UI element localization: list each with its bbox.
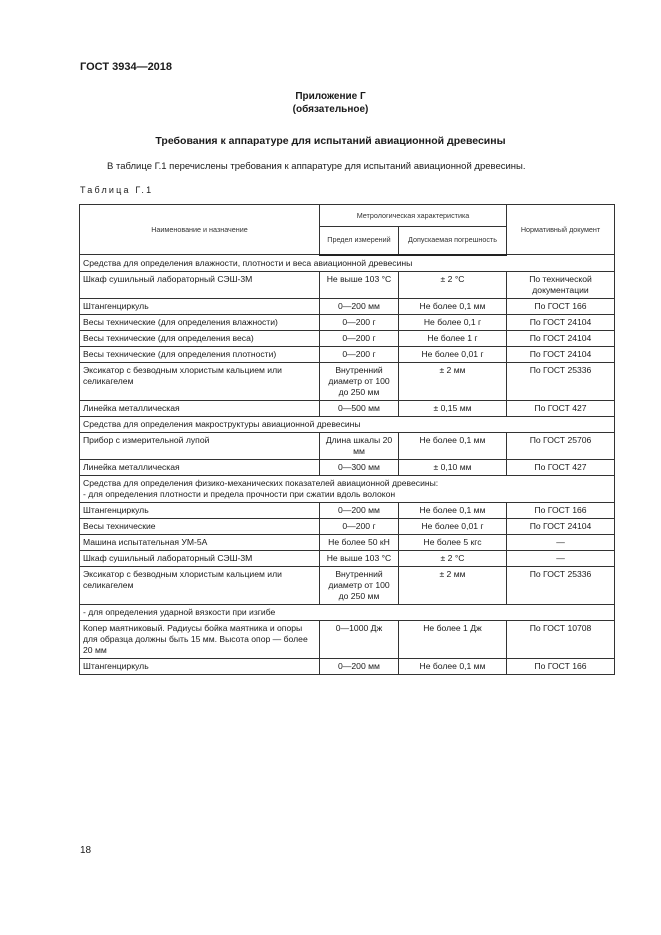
cell-error: ± 2 мм (399, 566, 507, 604)
cell-limit: Внутренний диаметр от 100 до 250 мм (320, 362, 399, 400)
table-section-row (80, 475, 615, 502)
cell-name: Шкаф сушильный лабораторный СЭШ-3М (80, 550, 320, 566)
cell-name: Весы технические (80, 518, 320, 534)
header-limit: Предел измерений (320, 227, 399, 255)
cell-limit: 0—1000 Дж (320, 620, 399, 658)
section-cell (80, 604, 615, 620)
cell-limit: 0—500 мм (320, 400, 399, 416)
table-row (80, 502, 615, 518)
cell-limit: 0—200 мм (320, 658, 399, 674)
cell-limit: 0—300 мм (320, 459, 399, 475)
cell-error: ± 0,10 мм (399, 459, 507, 475)
cell-limit: Не выше 103 °С (320, 550, 399, 566)
cell-document: По ГОСТ 166 (507, 502, 615, 518)
cell-name: Машина испытательная УМ-5А (80, 534, 320, 550)
table-row (80, 271, 615, 298)
cell-document: — (507, 550, 615, 566)
cell-document: — (507, 534, 615, 550)
cell-error: ± 2 °С (399, 550, 507, 566)
cell-limit: Длина шкалы 20 мм (320, 432, 399, 459)
cell-limit: 0—200 мм (320, 298, 399, 314)
cell-document: По технической документации (507, 271, 615, 298)
cell-document: По ГОСТ 24104 (507, 518, 615, 534)
table-row (80, 550, 615, 566)
section-label: - для определения ударной вязкости при изгибе (83, 606, 276, 617)
section-cell (80, 416, 615, 432)
cell-limit: 0—200 мм (320, 502, 399, 518)
cell-error: Не более 0,01 г (399, 346, 507, 362)
requirements-table (79, 204, 615, 675)
cell-limit: Не выше 103 °С (320, 271, 399, 298)
cell-name: Эксикатор с безводным хлористым кальцием или селикагелем (80, 362, 320, 400)
cell-name: Линейка металлическая (80, 459, 320, 475)
cell-name: Весы технические (для определения влажности) (80, 314, 320, 330)
cell-document: По ГОСТ 427 (507, 400, 615, 416)
appendix-title: Приложение Г (295, 91, 366, 102)
cell-name: Весы технические (для определения веса) (80, 330, 320, 346)
cell-error: Не более 0,1 мм (399, 658, 507, 674)
cell-error: Не более 5 кгс (399, 534, 507, 550)
table-row (80, 346, 615, 362)
cell-name: Копер маятниковый. Радиусы бойка маятника и опоры для образца должны быть 15 мм. Высота опор — более 20 мм (80, 620, 320, 658)
cell-limit: Не более 50 кН (320, 534, 399, 550)
table-section-row (80, 255, 615, 272)
cell-name: Эксикатор с безводным хлористым кальцием или селикагелем (80, 566, 320, 604)
section-cell (80, 255, 615, 272)
cell-error: Не более 0,1 мм (399, 502, 507, 518)
section-label: Средства для определения физико-механических показателей авиационной древесины: (83, 477, 439, 488)
header-error: Допускаемая погрешность (399, 227, 507, 255)
cell-error: Не более 0,1 г (399, 314, 507, 330)
cell-document: По ГОСТ 25336 (507, 566, 615, 604)
cell-document: По ГОСТ 24104 (507, 314, 615, 330)
table-row (80, 658, 615, 674)
section-cell (80, 475, 615, 502)
cell-error: ± 2 мм (399, 362, 507, 400)
cell-error: Не более 0,01 г (399, 518, 507, 534)
cell-limit: 0—200 г (320, 346, 399, 362)
cell-error: ± 2 °С (399, 271, 507, 298)
header-document: Нормативный документ (507, 205, 615, 255)
section-title: Требования к аппаратуре для испытаний авиационной древесины (155, 135, 506, 147)
section-sublabel: - для определения плотности и предела прочности при сжатии вдоль волокон (83, 488, 396, 499)
table-row (80, 518, 615, 534)
appendix-heading (0, 90, 661, 116)
cell-error: Не более 0,1 мм (399, 298, 507, 314)
table-section-row (80, 604, 615, 620)
cell-name: Штангенциркуль (80, 298, 320, 314)
table-section-row (80, 416, 615, 432)
intro-paragraph: В таблице Г.1 перечислены требования к аппаратуре для испытаний авиационной древесины. (107, 161, 526, 172)
table-caption: Таблица Г.1 (80, 185, 154, 195)
cell-limit: 0—200 г (320, 518, 399, 534)
table-row (80, 534, 615, 550)
table-row (80, 314, 615, 330)
cell-name: Штангенциркуль (80, 502, 320, 518)
section-label: Средства для определения влажности, плотности и веса авиационной древесины (83, 257, 413, 268)
table-row (80, 298, 615, 314)
table-body (80, 255, 615, 675)
cell-name: Весы технические (для определения плотности) (80, 346, 320, 362)
cell-document: По ГОСТ 166 (507, 298, 615, 314)
cell-limit: 0—200 г (320, 330, 399, 346)
cell-name: Шкаф сушильный лабораторный СЭШ-3М (80, 271, 320, 298)
cell-error: ± 0,15 мм (399, 400, 507, 416)
cell-document: По ГОСТ 25336 (507, 362, 615, 400)
cell-document: По ГОСТ 24104 (507, 346, 615, 362)
cell-limit: 0—200 г (320, 314, 399, 330)
cell-error: Не более 0,1 мм (399, 432, 507, 459)
cell-limit: Внутренний диаметр от 100 до 250 мм (320, 566, 399, 604)
table-row (80, 620, 615, 658)
cell-error: Не более 1 г (399, 330, 507, 346)
header-name: Наименование и назначение (80, 205, 320, 255)
document-code: ГОСТ 3934—2018 (80, 61, 173, 73)
appendix-subtitle: (обязательное) (292, 104, 369, 115)
cell-error: Не более 1 Дж (399, 620, 507, 658)
cell-document: По ГОСТ 10708 (507, 620, 615, 658)
table-row (80, 566, 615, 604)
table-row (80, 400, 615, 416)
cell-document: По ГОСТ 166 (507, 658, 615, 674)
cell-name: Прибор с измерительной лупой (80, 432, 320, 459)
cell-document: По ГОСТ 25706 (507, 432, 615, 459)
section-label: Средства для определения макроструктуры авиационной древесины (83, 418, 361, 429)
table-row (80, 432, 615, 459)
cell-document: По ГОСТ 24104 (507, 330, 615, 346)
cell-document: По ГОСТ 427 (507, 459, 615, 475)
page-number: 18 (80, 845, 92, 856)
table-row (80, 362, 615, 400)
table-row (80, 330, 615, 346)
table-row (80, 459, 615, 475)
header-metrology: Метрологическая характеристика (320, 205, 507, 227)
cell-name: Линейка металлическая (80, 400, 320, 416)
cell-name: Штангенциркуль (80, 658, 320, 674)
